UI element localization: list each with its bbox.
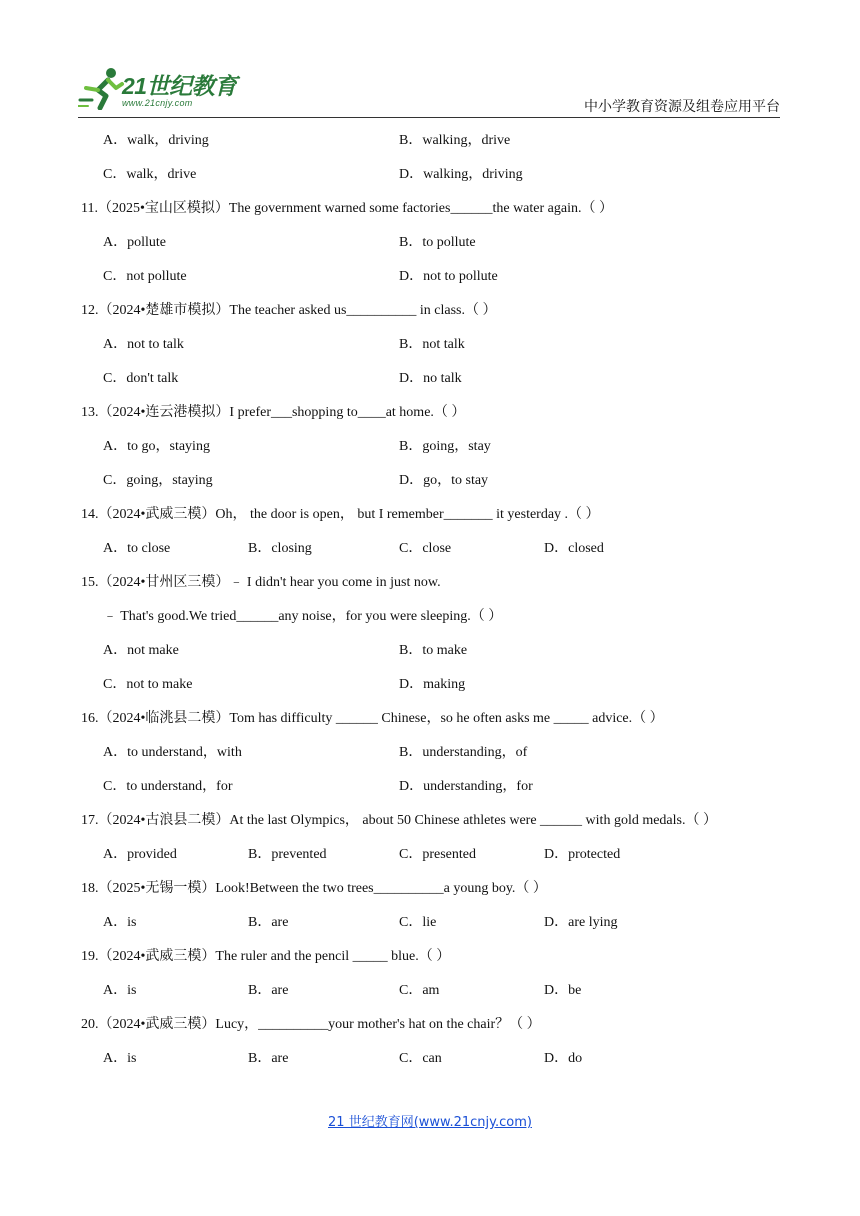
option-row	[81, 464, 781, 498]
option-a[interactable]: A．walk，driving	[103, 133, 209, 148]
option-c[interactable]: C．walk，drive	[103, 167, 197, 182]
option-c[interactable]: C．don't talk	[103, 371, 179, 386]
option-d[interactable]: D．are lying	[544, 915, 618, 930]
option-row	[81, 838, 781, 872]
option-c[interactable]: C．presented	[399, 847, 476, 862]
option-d[interactable]: D．not to pollute	[399, 269, 498, 284]
option-row	[81, 1042, 781, 1076]
option-row	[81, 770, 781, 804]
option-b[interactable]: B．are	[248, 915, 289, 930]
question-stem: 18.（2025•无锡一模）Look!Between the two trees__________a young boy.（ ）	[81, 881, 547, 896]
option-b[interactable]: B．closing	[248, 541, 312, 556]
option-c[interactable]: C．going，staying	[103, 473, 213, 488]
option-a[interactable]: A．provided	[103, 847, 177, 862]
option-row	[81, 668, 781, 702]
question-stem-continued: ﹣ That's good.We tried______any noise，for you were sleeping.（ ）	[103, 609, 503, 624]
option-c[interactable]: C．lie	[399, 915, 437, 930]
option-a[interactable]: A．not make	[103, 643, 179, 658]
option-b[interactable]: B．walking，drive	[399, 133, 511, 148]
page-header	[78, 62, 780, 118]
option-a[interactable]: A．is	[103, 983, 137, 998]
option-row	[81, 736, 781, 770]
option-row	[81, 430, 781, 464]
option-b[interactable]: B．prevented	[248, 847, 327, 862]
option-a[interactable]: A．pollute	[103, 235, 166, 250]
question-stem: 11.（2025•宝山区模拟）The government warned some factories______the water again.（ ）	[81, 201, 613, 216]
question-stem: 16.（2024•临洮县二模）Tom has difficulty ______ Chinese，so he often asks me _____ advice.（ ）	[81, 711, 664, 726]
option-d[interactable]: D．go，to stay	[399, 473, 489, 488]
option-a[interactable]: A．not to talk	[103, 337, 184, 352]
platform-title: 中小学教育资源及组卷应用平台	[584, 99, 780, 115]
runner-icon	[78, 66, 124, 110]
option-b[interactable]: B．not talk	[399, 337, 465, 352]
option-d[interactable]: D．no talk	[399, 371, 462, 386]
question-stem: 19.（2024•武威三模）The ruler and the pencil _____ blue.（ ）	[81, 949, 451, 964]
question-stem: 17.（2024•古浪县二模）At the last Olympics， about 50 Chinese athletes were ______ with gold medals.（ ）	[81, 813, 717, 828]
header-divider	[78, 117, 780, 118]
option-b[interactable]: B．to pollute	[399, 235, 476, 250]
page-footer	[0, 1111, 860, 1130]
option-row	[81, 328, 781, 362]
option-row	[81, 634, 781, 668]
option-b[interactable]: B．going，stay	[399, 439, 491, 454]
logo-text: 21世纪教育	[122, 73, 237, 99]
option-d[interactable]: D．understanding，for	[399, 779, 533, 794]
option-d[interactable]: D．be	[544, 983, 582, 998]
option-c[interactable]: C．not pollute	[103, 269, 187, 284]
option-row	[81, 158, 781, 192]
option-c[interactable]: C．not to make	[103, 677, 193, 692]
question-stem: 20.（2024•武威三模）Lucy，__________your mother's hat on the chair？（ ）	[81, 1017, 541, 1032]
option-b[interactable]: B．are	[248, 1051, 289, 1066]
question-stem: 15.（2024•甘州区三模）﹣ I didn't hear you come in just now.	[81, 575, 441, 590]
footer-url: (www.21cnjy.com)	[413, 1115, 532, 1130]
site-logo[interactable]	[78, 66, 258, 116]
question-stem: 14.（2024•武威三模）Oh， the door is open， but I remember_______ it yesterday .（ ）	[81, 507, 600, 522]
footer-link[interactable]	[328, 1115, 532, 1130]
option-a[interactable]: A．is	[103, 915, 137, 930]
option-a[interactable]: A．to understand，with	[103, 745, 242, 760]
option-c[interactable]: C．to understand，for	[103, 779, 233, 794]
option-row	[81, 362, 781, 396]
option-row	[81, 974, 781, 1008]
question-stem: 13.（2024•连云港模拟）I prefer___shopping to____at home.（ ）	[81, 405, 466, 420]
option-a[interactable]: A．to go，staying	[103, 439, 210, 454]
option-a[interactable]: A．is	[103, 1051, 137, 1066]
option-row	[81, 906, 781, 940]
option-c[interactable]: C．close	[399, 541, 452, 556]
option-row	[81, 532, 781, 566]
option-b[interactable]: B．are	[248, 983, 289, 998]
option-row	[81, 260, 781, 294]
option-c[interactable]: C．am	[399, 983, 440, 998]
option-d[interactable]: D．walking，driving	[399, 167, 523, 182]
option-c[interactable]: C．can	[399, 1051, 442, 1066]
option-row	[81, 124, 781, 158]
option-a[interactable]: A．to close	[103, 541, 171, 556]
logo-url: www.21cnjy.com	[122, 98, 193, 108]
option-row	[81, 226, 781, 260]
question-stem: 12.（2024•楚雄市模拟）The teacher asked us__________ in class.（ ）	[81, 303, 497, 318]
option-b[interactable]: B．to make	[399, 643, 468, 658]
option-d[interactable]: D．do	[544, 1051, 583, 1066]
option-d[interactable]: D．protected	[544, 847, 621, 862]
question-list	[81, 124, 781, 1076]
footer-site-name: 21 世纪教育网	[328, 1115, 414, 1130]
option-b[interactable]: B．understanding，of	[399, 745, 528, 760]
option-d[interactable]: D．closed	[544, 541, 604, 556]
option-d[interactable]: D．making	[399, 677, 466, 692]
